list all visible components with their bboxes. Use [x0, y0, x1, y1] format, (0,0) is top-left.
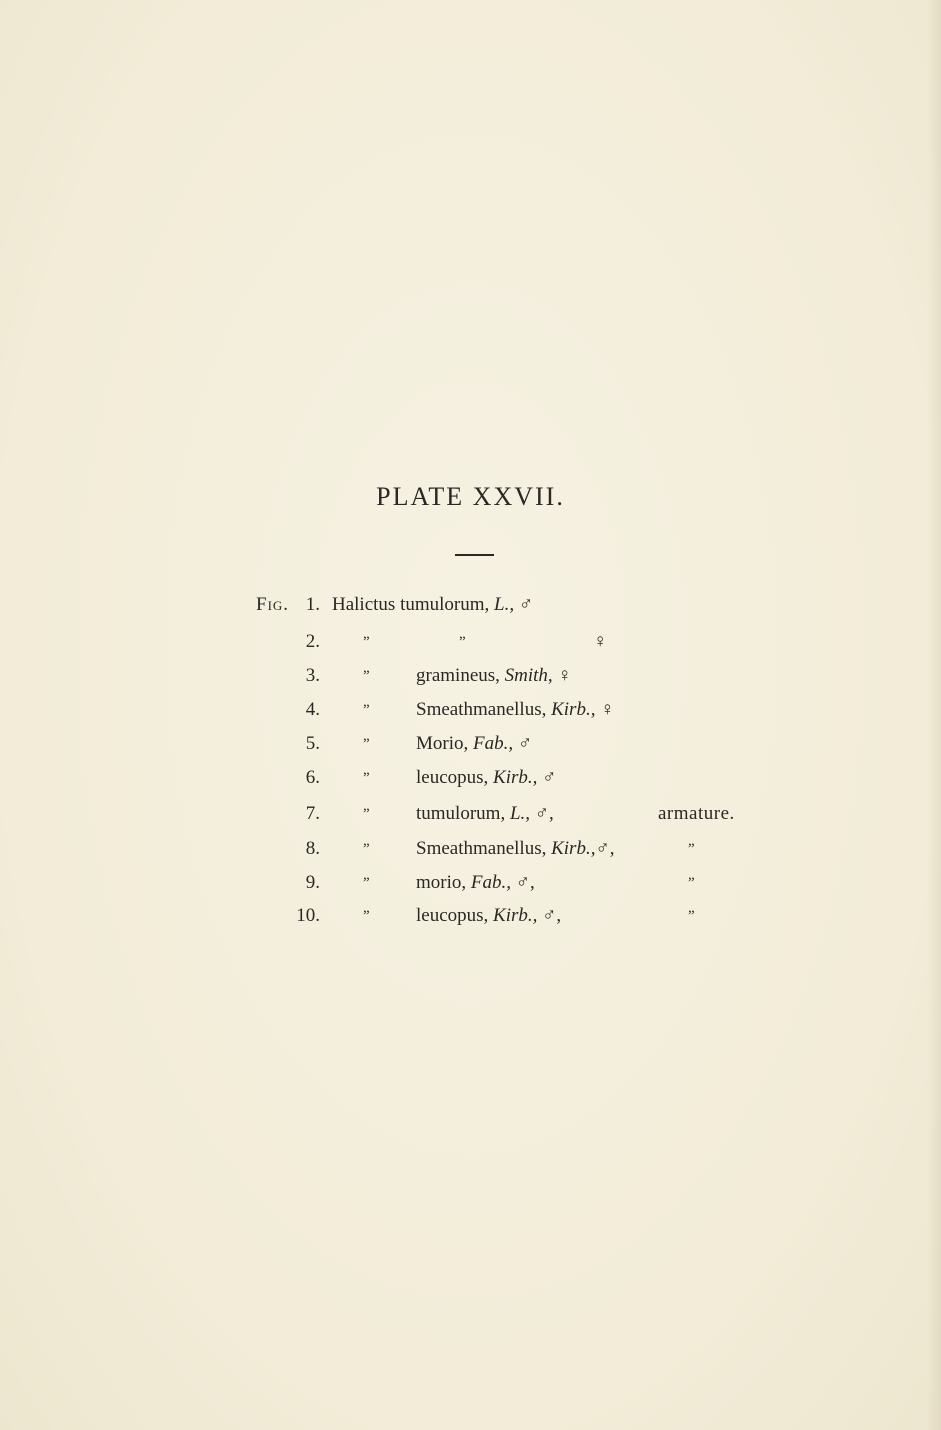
sex-symbol: ♂ [517, 733, 533, 754]
figure-note: armature. [658, 803, 735, 824]
authority: L., [509, 803, 531, 824]
ditto-mark: ” [363, 908, 370, 924]
sex-symbol: ♂ [518, 594, 534, 615]
species-entry [416, 868, 535, 898]
ditto-mark: ” [688, 841, 695, 857]
ditto-mark: ” [363, 875, 370, 891]
species-name: Smeathmanellus, [416, 838, 547, 859]
species-name: Smeathmanellus, [416, 699, 547, 720]
species-name: tumulorum, [416, 803, 506, 824]
species-name: leucopus, [416, 905, 489, 926]
ditto-mark: ” [688, 875, 695, 891]
figure-number: 5. [305, 733, 320, 754]
authority: L., [494, 594, 515, 615]
ditto-mark: ” [459, 634, 466, 650]
sex-symbol: ♀ [600, 699, 615, 720]
sex-symbol: ♂, [595, 838, 615, 859]
title-rule [455, 554, 494, 556]
species-entry [416, 695, 614, 725]
figure-row-6 [0, 763, 941, 793]
figure-number: 4. [305, 699, 320, 720]
sex-symbol: ♂ [542, 767, 557, 788]
figure-row-3 [0, 661, 941, 691]
species-name: tumulorum, [400, 594, 490, 615]
figure-number: 3. [305, 665, 320, 686]
genus-name [332, 590, 533, 620]
figure-row-4 [0, 695, 941, 725]
ditto-mark: ” [363, 770, 370, 786]
ditto-mark: ” [363, 736, 370, 752]
figure-row-5 [0, 729, 941, 759]
authority: Smith, [504, 665, 553, 686]
sex-symbol: ♂, [542, 905, 562, 926]
figure-number: 7. [305, 803, 320, 824]
figure-row-2 [0, 627, 941, 657]
figure-number: 9. [305, 872, 320, 893]
ditto-mark: ” [363, 806, 370, 822]
ditto-mark: ” [363, 668, 370, 684]
sex-symbol: ♀ [557, 665, 572, 686]
figure-number: 8. [305, 838, 320, 859]
ditto-mark: ” [363, 702, 370, 718]
fig-label: Fig. [256, 594, 290, 615]
authority: Kirb., [493, 905, 538, 926]
figure-row-8 [0, 834, 941, 864]
figure-number: 1. [305, 594, 320, 615]
figure-number: 10. [296, 905, 320, 926]
genus-text: Halictus [332, 594, 396, 615]
species-name: gramineus, [416, 665, 500, 686]
species-name: leucopus, [416, 767, 489, 788]
figure-row-10 [0, 901, 941, 931]
figure-number: 6. [305, 767, 320, 788]
species-entry [416, 799, 554, 829]
species-entry [416, 661, 572, 691]
ditto-mark: ” [363, 634, 370, 650]
species-entry [416, 834, 614, 864]
sex-symbol: ♂, [534, 803, 554, 824]
authority: Kirb., [493, 767, 538, 788]
species-entry [416, 763, 556, 793]
ditto-mark: ” [688, 908, 695, 924]
figure-row-9 [0, 868, 941, 898]
authority: Fab., [470, 872, 511, 893]
figure-number: 2. [305, 631, 320, 652]
plate-title: PLATE XXVII. [376, 482, 565, 511]
species-name: morio, [416, 872, 467, 893]
authority: Fab., [473, 733, 514, 754]
authority: Kirb., [551, 699, 596, 720]
species-entry [416, 901, 561, 931]
ditto-mark: ” [363, 841, 370, 857]
sex-symbol: ♂, [515, 872, 535, 893]
species-entry [416, 729, 532, 759]
authority: Kirb., [551, 838, 596, 859]
sex-symbol: ♀ [593, 631, 608, 652]
species-name: Morio, [416, 733, 469, 754]
figure-row-1 [0, 590, 941, 620]
figure-row-7 [0, 799, 941, 829]
